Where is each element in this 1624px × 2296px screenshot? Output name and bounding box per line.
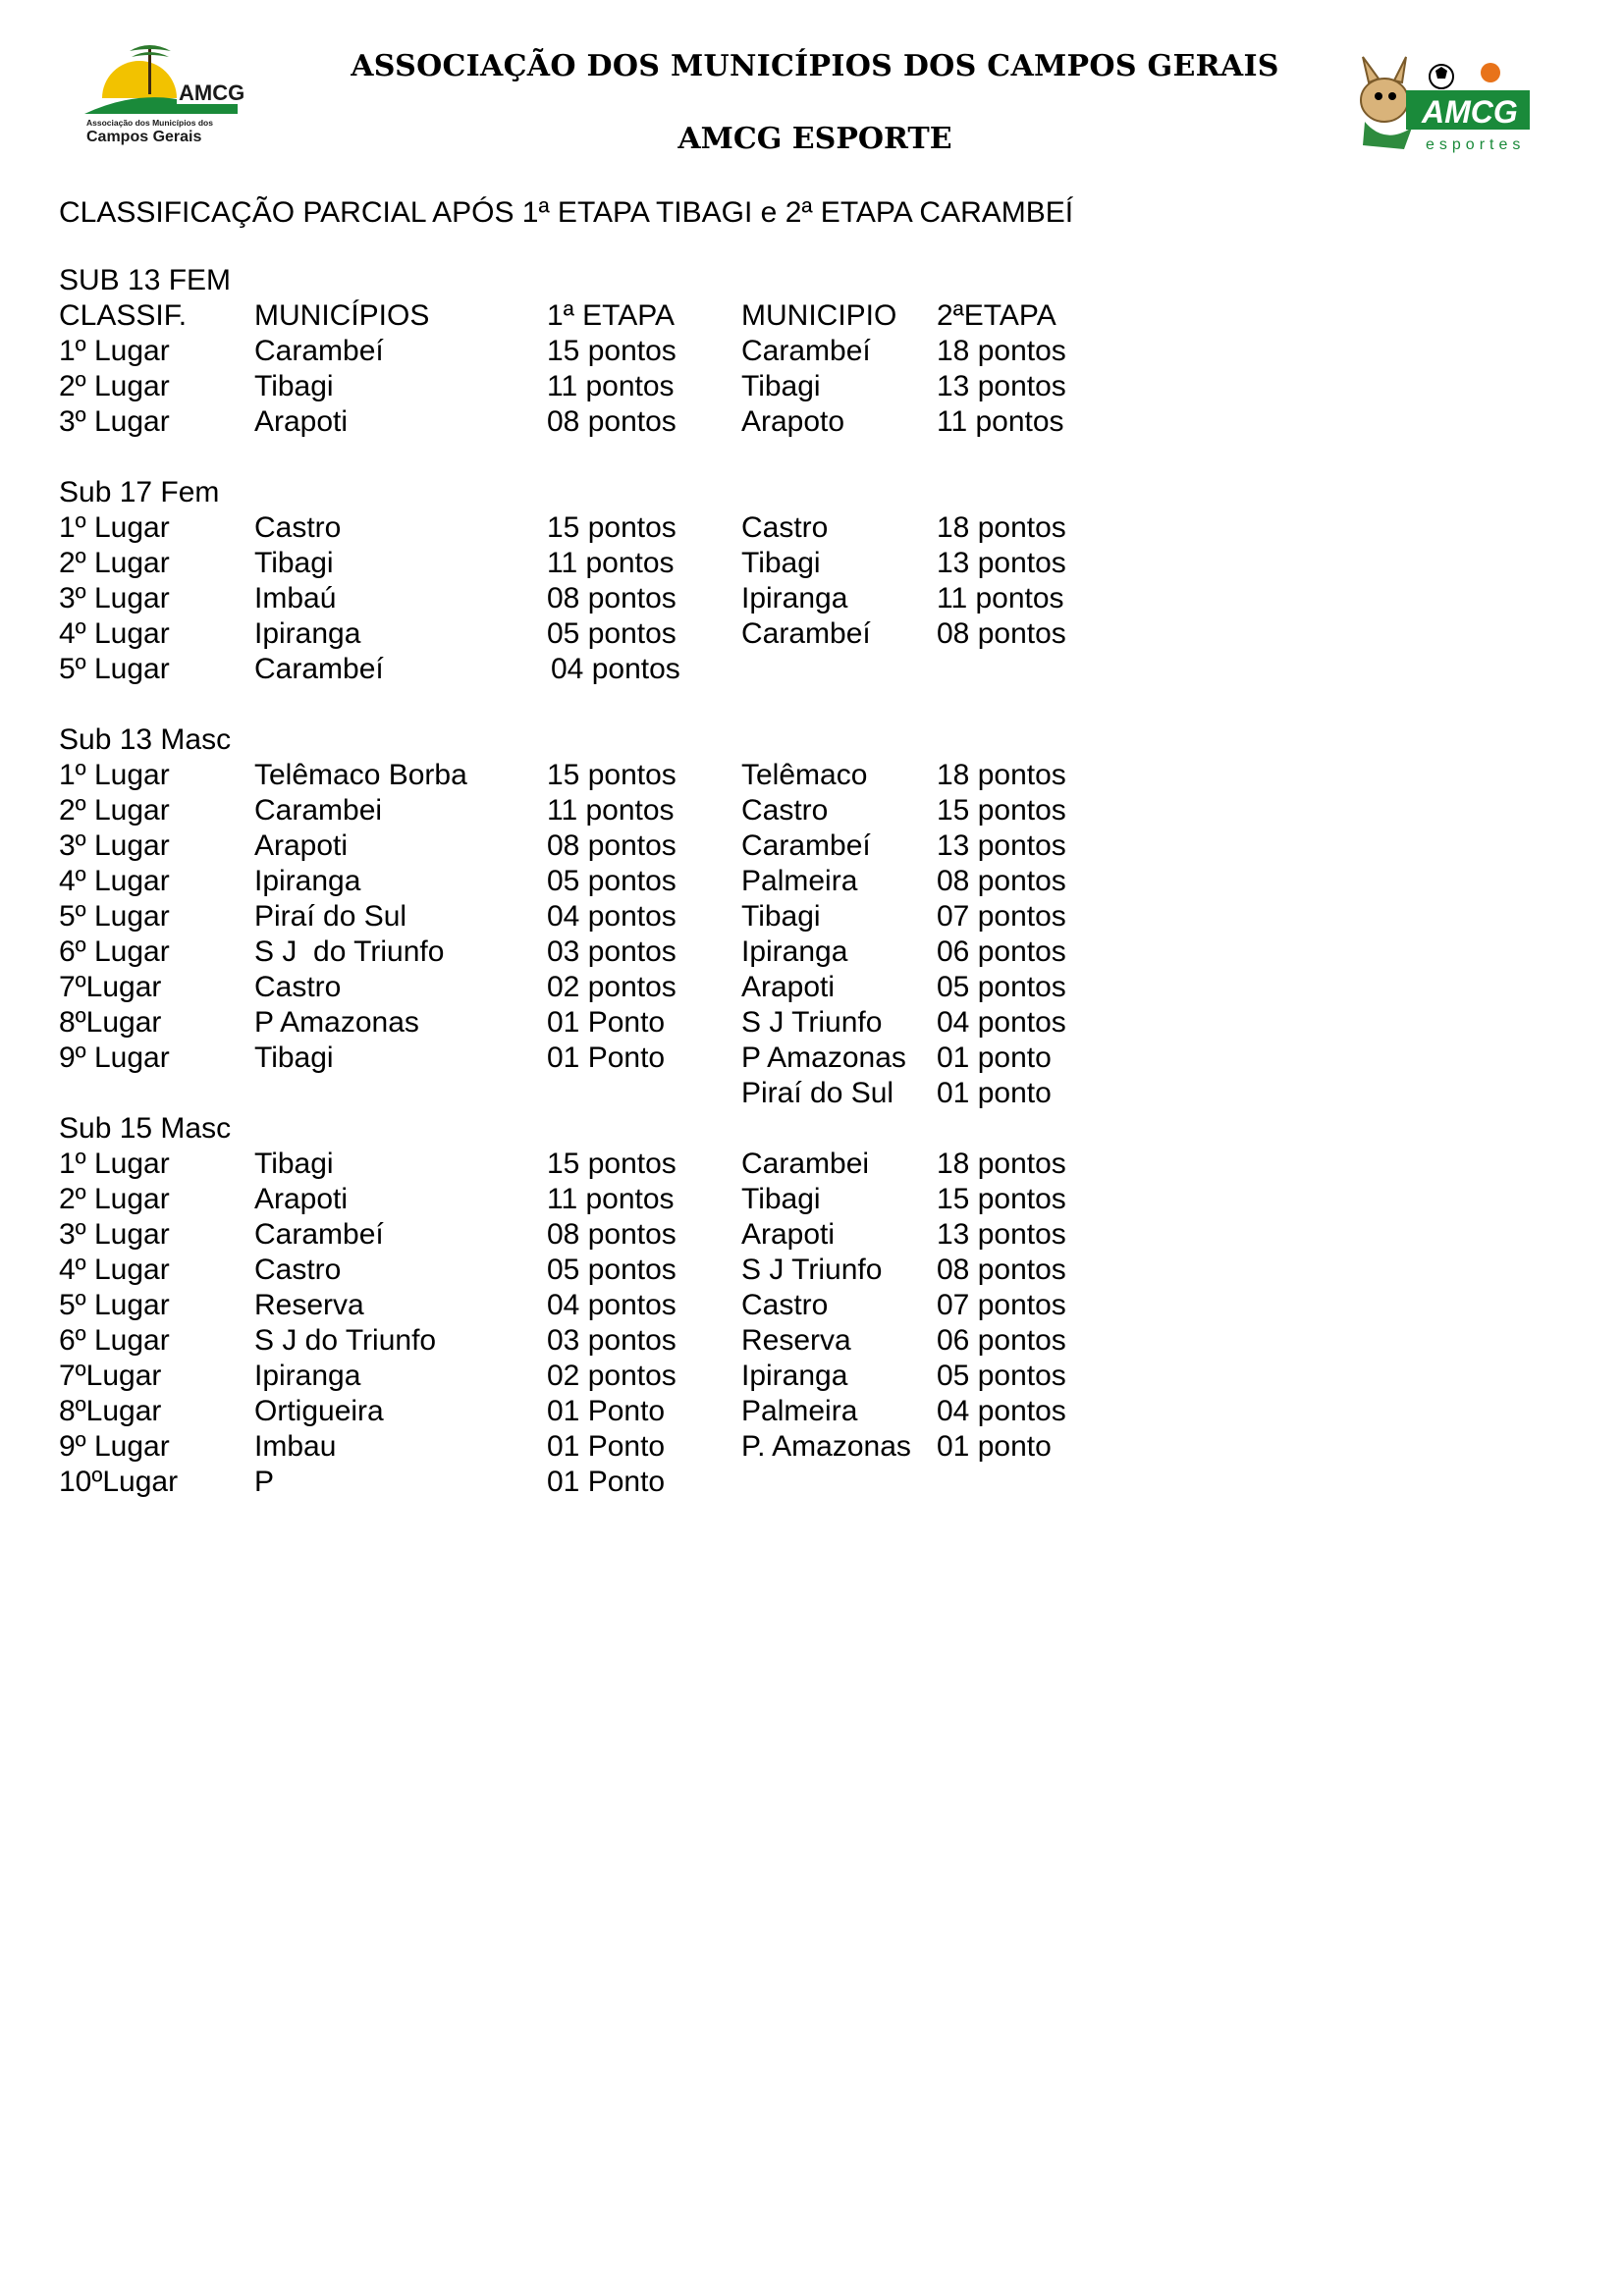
cell-place: 6º Lugar	[59, 935, 170, 968]
table-row	[59, 970, 1139, 1005]
table-row	[59, 934, 1139, 970]
cell-city-2: Castro	[741, 1289, 829, 1321]
cell-points-1: 01 Ponto	[547, 1041, 666, 1074]
cell-points-1: 04 pontos	[551, 653, 680, 685]
cell-points-2: 11 pontos	[937, 582, 1064, 614]
cell-city-2: Telêmaco	[741, 759, 868, 791]
section-spacer	[59, 440, 1139, 475]
table-row	[59, 758, 1139, 793]
cell-city-2: Tibagi	[741, 1183, 821, 1215]
cell-points-2: 13 pontos	[937, 370, 1066, 402]
cell-points-2: 11 pontos	[937, 405, 1064, 438]
table-row	[59, 1041, 1139, 1076]
cell-points-2: 08 pontos	[937, 1254, 1066, 1286]
cell-city-1: Piraí do Sul	[254, 900, 407, 933]
cell-city-1: Tibagi	[254, 1148, 334, 1180]
header-municipios: MUNICÍPIOS	[254, 299, 430, 332]
cell-city-2: Palmeira	[741, 1395, 858, 1427]
cell-points-1: 01 Ponto	[547, 1466, 666, 1498]
amcg-logo	[81, 37, 247, 147]
cell-points-1: 08 pontos	[547, 1218, 677, 1251]
cell-place: 3º Lugar	[59, 405, 170, 438]
cell-points-1: 08 pontos	[547, 405, 677, 438]
cell-city-1: Reserva	[254, 1289, 364, 1321]
table-row	[59, 793, 1139, 828]
table-row	[59, 510, 1139, 546]
cell-place: 3º Lugar	[59, 829, 170, 862]
cell-points-2: 07 pontos	[937, 900, 1066, 933]
table-row	[59, 652, 1139, 687]
cell-city-2: Arapoto	[741, 405, 845, 438]
cell-place: 9º Lugar	[59, 1041, 170, 1074]
cell-city-2: S J Triunfo	[741, 1006, 883, 1039]
table-row	[59, 1217, 1139, 1253]
cell-city-2: Arapoti	[741, 1218, 836, 1251]
cell-place: 3º Lugar	[59, 1218, 170, 1251]
section-title-sub13fem: SUB 13 FEM	[59, 264, 232, 296]
cell-city-2: Tibagi	[741, 370, 821, 402]
cell-points-2: 15 pontos	[937, 794, 1066, 827]
cell-place: 8ºLugar	[59, 1006, 162, 1039]
cell-points-1: 08 pontos	[547, 829, 677, 862]
amcg-esportes-logo	[1343, 51, 1540, 161]
cell-points-2: 01 ponto	[937, 1430, 1052, 1463]
cell-points-1: 02 pontos	[547, 1360, 677, 1392]
cell-points-2	[937, 652, 1133, 687]
cell-points-2: 07 pontos	[937, 1289, 1066, 1321]
cell-city-1: Ortigueira	[254, 1395, 384, 1427]
cell-city-1: S J do Triunfo	[254, 935, 445, 968]
table-row	[59, 1288, 1139, 1323]
cell-place: 1º Lugar	[59, 335, 170, 367]
cell-city-2: Castro	[741, 794, 829, 827]
section-spacer	[59, 687, 1139, 722]
cell-place: 4º Lugar	[59, 865, 170, 897]
table-row	[59, 1005, 1139, 1041]
cell-points-1: 15 pontos	[547, 335, 677, 367]
cell-place: 3º Lugar	[59, 582, 170, 614]
cell-points-1: 08 pontos	[547, 582, 677, 614]
logo-left-text: AMCG	[179, 80, 245, 105]
cell-city-2: Palmeira	[741, 865, 858, 897]
table-row	[59, 1253, 1139, 1288]
cell-place: 2º Lugar	[59, 547, 170, 579]
cell-points-2: 13 pontos	[937, 547, 1066, 579]
cell-place: 2º Lugar	[59, 370, 170, 402]
cell-points-1: 03 pontos	[547, 1324, 677, 1357]
cell-place: 4º Lugar	[59, 1254, 170, 1286]
cell-points-1: 01 Ponto	[547, 1395, 666, 1427]
cell-points-1: 05 pontos	[547, 865, 677, 897]
cell-place	[59, 1076, 254, 1111]
header-etapa-1: 1ª ETAPA	[547, 299, 676, 332]
table-row	[59, 616, 1139, 652]
cell-points-1	[547, 1076, 741, 1111]
cell-points-1: 03 pontos	[547, 935, 677, 968]
cell-points-2: 01 ponto	[937, 1077, 1052, 1109]
cell-points-1: 15 pontos	[547, 511, 677, 544]
organization-subtitle: AMCG ESPORTE	[677, 122, 952, 156]
cell-points-1: 05 pontos	[547, 1254, 677, 1286]
cell-place: 7ºLugar	[59, 1360, 162, 1392]
cell-points-2: 15 pontos	[937, 1183, 1066, 1215]
table-row	[59, 1182, 1139, 1217]
logo-left-caption-2: Campos Gerais	[86, 129, 202, 145]
table-row	[59, 1076, 1139, 1111]
cell-points-2: 04 pontos	[937, 1006, 1066, 1039]
table-row	[59, 1394, 1139, 1429]
section-title-sub15masc: Sub 15 Masc	[59, 1112, 232, 1145]
cell-city-2: P. Amazonas	[741, 1430, 911, 1463]
cell-city-2: Arapoti	[741, 971, 836, 1003]
cell-city-1	[254, 1076, 547, 1111]
cell-city-1: Tibagi	[254, 370, 334, 402]
cell-city-1: Imbaú	[254, 582, 337, 614]
cell-city-2: Reserva	[741, 1324, 851, 1357]
cell-points-1: 11 pontos	[547, 547, 675, 579]
cell-city-2: Ipiranga	[741, 582, 848, 614]
table-row	[59, 1359, 1139, 1394]
cell-city-1: Ipiranga	[254, 865, 361, 897]
cell-points-2: 18 pontos	[937, 1148, 1066, 1180]
cell-city-2: Tibagi	[741, 547, 821, 579]
cell-city-2: Tibagi	[741, 900, 821, 933]
table-row	[59, 828, 1139, 864]
cell-city-1: Arapoti	[254, 829, 349, 862]
table-row	[59, 334, 1139, 369]
table-row	[59, 369, 1139, 404]
section-title-sub17fem: Sub 17 Fem	[59, 476, 220, 508]
cell-city-2: Carambeí	[741, 617, 871, 650]
cell-city-1: S J do Triunfo	[254, 1324, 437, 1357]
cell-city-1: Carambeí	[254, 1218, 384, 1251]
logo-right-caption: esportes	[1426, 136, 1526, 153]
header-classif: CLASSIF.	[59, 299, 188, 332]
cell-city-2: Carambei	[741, 1148, 870, 1180]
cell-city-1: Arapoti	[254, 1183, 349, 1215]
cell-city-2	[741, 1465, 937, 1500]
cell-points-2: 18 pontos	[937, 335, 1066, 367]
cell-points-1: 15 pontos	[547, 1148, 677, 1180]
table-row	[59, 546, 1139, 581]
cell-points-2: 13 pontos	[937, 1218, 1066, 1251]
cell-city-2: Piraí do Sul	[741, 1077, 894, 1109]
cell-place: 8ºLugar	[59, 1395, 162, 1427]
cell-points-2: 06 pontos	[937, 935, 1066, 968]
cell-place: 5º Lugar	[59, 653, 170, 685]
cell-city-1: Ipiranga	[254, 1360, 361, 1392]
table-row	[59, 404, 1139, 440]
cell-city-1: Tibagi	[254, 547, 334, 579]
cell-place: 4º Lugar	[59, 617, 170, 650]
cell-points-2	[937, 1465, 1133, 1500]
organization-title: ASSOCIAÇÃO DOS MUNICÍPIOS DOS CAMPOS GERAIS	[351, 49, 1279, 83]
cell-city-2: Ipiranga	[741, 935, 848, 968]
cell-points-2: 18 pontos	[937, 511, 1066, 544]
cell-points-2: 13 pontos	[937, 829, 1066, 862]
cell-points-1: 11 pontos	[547, 1183, 675, 1215]
cell-city-1: Carambeí	[254, 653, 384, 685]
table-row	[59, 1323, 1139, 1359]
cell-points-2: 06 pontos	[937, 1324, 1066, 1357]
classification-content	[59, 263, 1139, 1500]
cell-points-2: 04 pontos	[937, 1395, 1066, 1427]
cell-city-1: P Amazonas	[254, 1006, 419, 1039]
cell-place: 7ºLugar	[59, 971, 162, 1003]
document-title: CLASSIFICAÇÃO PARCIAL APÓS 1ª ETAPA TIBAGI e 2ª ETAPA CARAMBEÍ	[59, 196, 1074, 229]
cell-city-1: Carambei	[254, 794, 383, 827]
cell-points-2: 01 ponto	[937, 1041, 1052, 1074]
cell-city-1: Castro	[254, 971, 342, 1003]
cell-city-2: S J Triunfo	[741, 1254, 883, 1286]
cell-place: 10ºLugar	[59, 1466, 179, 1498]
table-header-row	[59, 298, 1139, 334]
cell-points-2: 18 pontos	[937, 759, 1066, 791]
table-row	[59, 1147, 1139, 1182]
cell-points-2: 05 pontos	[937, 1360, 1066, 1392]
cell-place: 1º Lugar	[59, 759, 170, 791]
cell-city-1: Castro	[254, 511, 342, 544]
table-row	[59, 899, 1139, 934]
cell-city-1: Ipiranga	[254, 617, 361, 650]
cell-place: 5º Lugar	[59, 900, 170, 933]
cell-city-1: Castro	[254, 1254, 342, 1286]
cell-city-1: Tibagi	[254, 1041, 334, 1074]
logo-left-caption-1: Associação dos Municípios dos	[86, 118, 213, 128]
cell-city-1: Imbau	[254, 1430, 337, 1463]
header-municipio: MUNICIPIO	[741, 299, 897, 332]
cell-city-2: P Amazonas	[741, 1041, 906, 1074]
cell-place: 2º Lugar	[59, 794, 170, 827]
cell-place: 2º Lugar	[59, 1183, 170, 1215]
cell-city-2: Carambeí	[741, 335, 871, 367]
cell-points-1: 01 Ponto	[547, 1006, 666, 1039]
table-row	[59, 581, 1139, 616]
cell-city-2: Castro	[741, 511, 829, 544]
section-title-sub13masc: Sub 13 Masc	[59, 723, 232, 756]
cell-city-2: Ipiranga	[741, 1360, 848, 1392]
cell-place: 1º Lugar	[59, 1148, 170, 1180]
logo-right-text: AMCG	[1422, 94, 1518, 130]
cell-place: 6º Lugar	[59, 1324, 170, 1357]
cell-points-1: 02 pontos	[547, 971, 677, 1003]
cell-points-1: 01 Ponto	[547, 1430, 666, 1463]
header-etapa-2: 2ªETAPA	[937, 299, 1056, 332]
cell-place: 1º Lugar	[59, 511, 170, 544]
table-row	[59, 864, 1139, 899]
cell-points-1: 05 pontos	[547, 617, 677, 650]
cell-place: 9º Lugar	[59, 1430, 170, 1463]
cell-city-1: Arapoti	[254, 405, 349, 438]
cell-points-2: 08 pontos	[937, 617, 1066, 650]
cell-points-1: 04 pontos	[547, 1289, 677, 1321]
cell-city-2: Carambeí	[741, 829, 871, 862]
cell-city-1: Carambeí	[254, 335, 384, 367]
cell-points-1: 15 pontos	[547, 759, 677, 791]
cell-points-2: 08 pontos	[937, 865, 1066, 897]
table-row	[59, 1429, 1139, 1465]
cell-points-2: 05 pontos	[937, 971, 1066, 1003]
cell-city-2	[741, 652, 937, 687]
cell-city-1: P	[254, 1466, 275, 1498]
cell-points-1: 11 pontos	[547, 370, 675, 402]
cell-points-1: 11 pontos	[547, 794, 675, 827]
cell-city-1: Telêmaco Borba	[254, 759, 467, 791]
table-row	[59, 1465, 1139, 1500]
cell-place: 5º Lugar	[59, 1289, 170, 1321]
cell-points-1: 04 pontos	[547, 900, 677, 933]
